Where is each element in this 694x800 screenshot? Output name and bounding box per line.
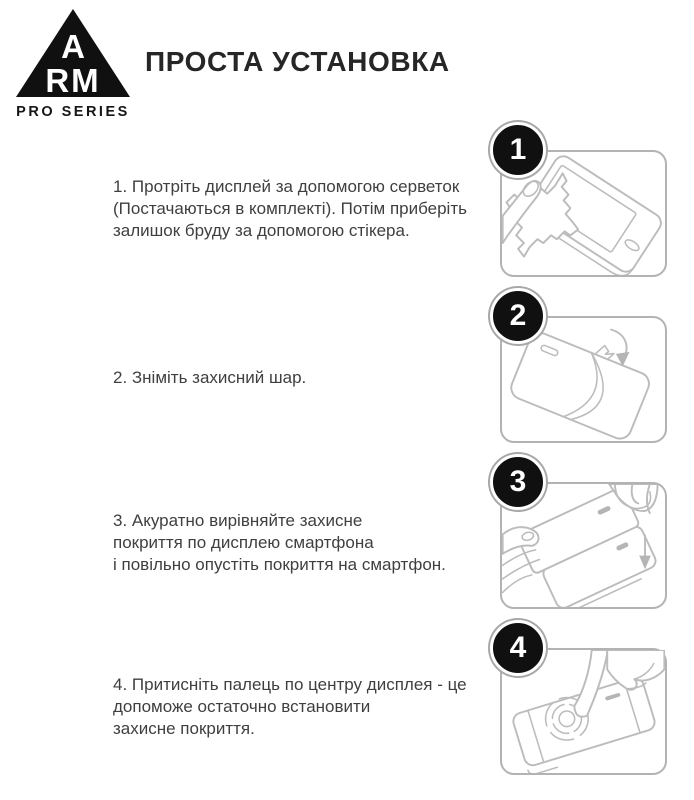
- step-3-text: [113, 510, 508, 576]
- step-2-text: [113, 367, 508, 389]
- step-4-line-1: 4. Притисніть палець по центру дисплея - це: [113, 675, 467, 694]
- step-1-number-badge: 1: [490, 122, 546, 178]
- step-1-line-1: 1. Протріть дисплей за допомогою серветок: [113, 177, 460, 196]
- step-4-panel: [500, 631, 667, 775]
- step-4-line-3: захисне покриття.: [113, 719, 255, 738]
- step-1-panel: [500, 133, 667, 277]
- step-4-number-badge: 4: [490, 620, 546, 676]
- logo-tagline: PRO SERIES: [16, 104, 130, 120]
- step-3-line-3: і повільно опустіть покриття на смартфон.: [113, 555, 446, 574]
- step-1-line-2: (Постачаються в комплекті). Потім приберіть: [113, 199, 467, 218]
- arm-pro-series-logo: [14, 6, 134, 122]
- step-2-line-1: 2. Зніміть захисний шар.: [113, 368, 307, 387]
- step-4-text: [113, 674, 508, 740]
- step-1-text: [113, 176, 508, 242]
- step-2-panel: [500, 299, 667, 443]
- step-2-number-badge: 2: [490, 288, 546, 344]
- step-1-line-3: залишок бруду за допомогою стікера.: [113, 221, 410, 240]
- step-3-line-2: покриття по дисплею смартфона: [113, 533, 374, 552]
- logo-letters-rm: RM: [45, 62, 101, 99]
- step-4-line-2: допоможе остаточно встановити: [113, 697, 371, 716]
- step-3-line-1: 3. Акуратно вирівняйте захисне: [113, 511, 363, 530]
- page-title: ПРОСТА УСТАНОВКА: [145, 46, 450, 77]
- step-3-number-badge: 3: [490, 454, 546, 510]
- logo-letter-a: A: [61, 28, 85, 65]
- step-3-panel: [500, 465, 667, 609]
